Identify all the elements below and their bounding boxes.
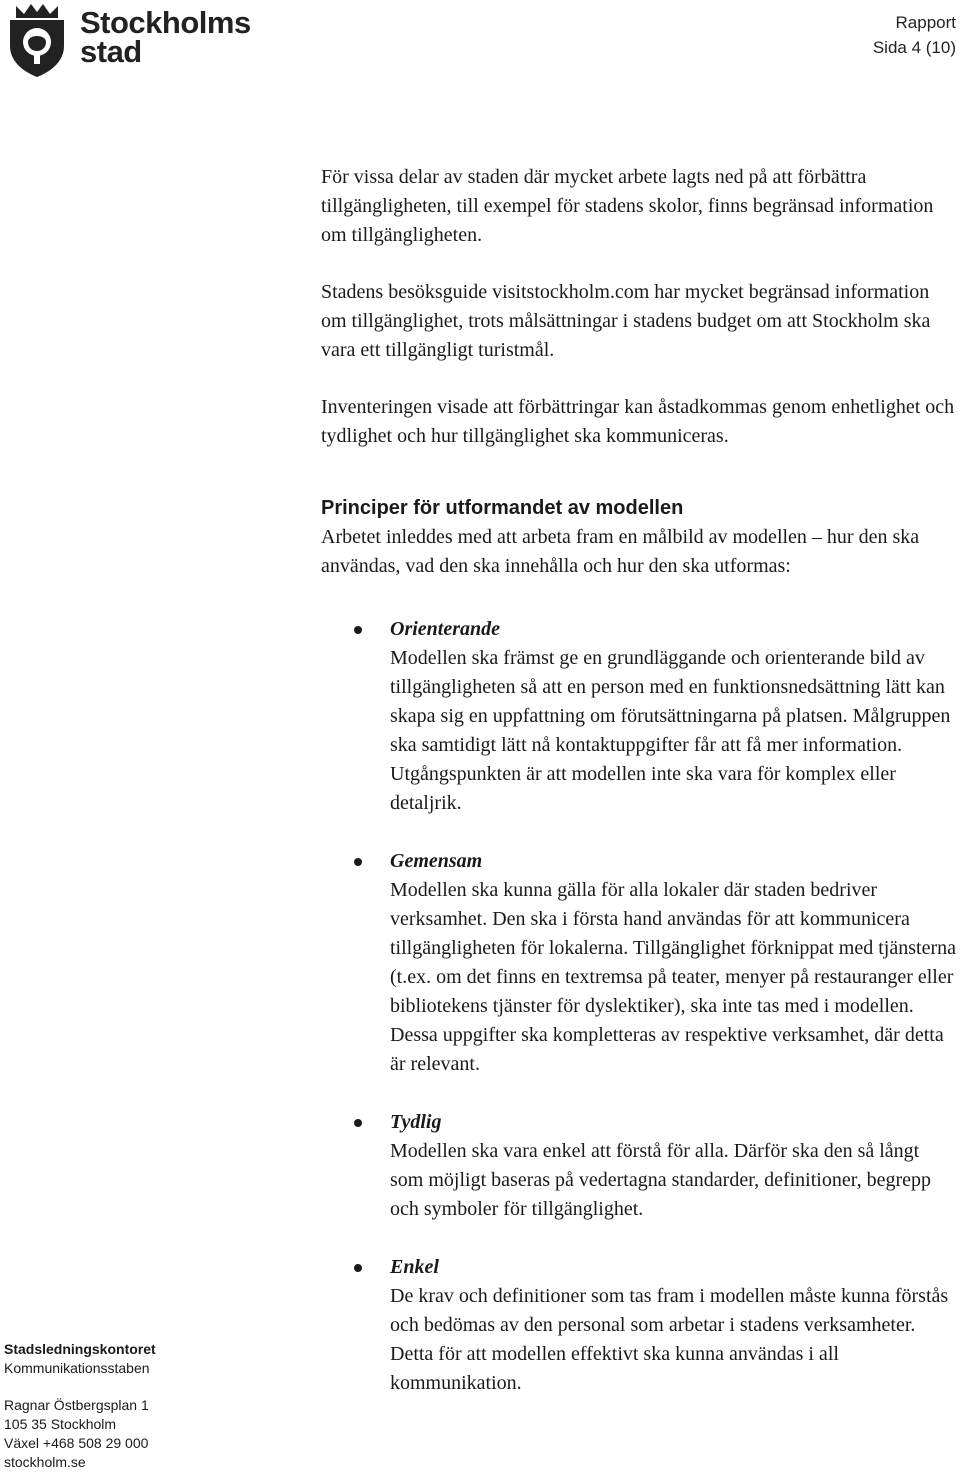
bullet-icon	[354, 858, 362, 866]
main-content	[321, 163, 957, 1427]
principle-item	[321, 1108, 957, 1224]
principle-text: Modellen ska vara enkel att förstå för alla. Därför ska den så långt som möjligt baseras på vedertagna standarder, definitioner, begrepp och symboler för tillgänglighet.	[390, 1140, 931, 1220]
page-number: Sida 4 (10)	[872, 38, 956, 57]
principle-term: Orienterande	[390, 618, 500, 640]
footer-dept: Kommunikationsstaben	[4, 1360, 150, 1376]
principle-text: Modellen ska kunna gälla för alla lokaler där staden bedriver verksamhet. Den ska i första hand användas för att kommunicera tillgängligheten för lokalerna. Tillgänglighet förknippat med tjänsterna (t.ex. om det finns en textremsa på teater, menyer på restauranger eller bibliotekens tjänster för dyslektiker), ska inte tas med i modellen. Dessa uppgifter ska kompletteras av respektive verksamhet, där detta är relevant.	[390, 879, 956, 1075]
footer-org: Stadsledningskontoret	[4, 1341, 156, 1357]
bullet-icon	[354, 1264, 362, 1272]
stockholm-crown-shield-icon	[4, 2, 70, 78]
paragraph-1: För vissa delar av staden där mycket arbete lagts ned på att förbättra tillgängligheten, till exempel för stadens skolor, finns begränsad information om tillgängligheten.	[321, 166, 934, 246]
footer-phone: Växel +468 508 29 000	[4, 1435, 149, 1451]
principle-item	[321, 1253, 957, 1398]
footer-street: Ragnar Östbergsplan 1	[4, 1397, 149, 1413]
section-intro: Arbetet inleddes med att arbeta fram en målbild av modellen – hur den ska användas, vad den ska innehålla och hur den ska utformas:	[321, 526, 920, 577]
footer-postal: 105 35 Stockholm	[4, 1416, 117, 1432]
logo-wordmark	[80, 5, 251, 69]
section-heading: Principer för utformandet av modellen	[321, 497, 684, 519]
logo-line-1: Stockholms	[80, 5, 251, 40]
footer-spacer	[4, 1378, 156, 1396]
footer-address	[4, 1340, 156, 1472]
paragraph-2: Stadens besöksguide visitstockholm.com har mycket begränsad information om tillgänglighet, trots målsättningar i stadens budget om att Stockholm ska vara ett tillgängligt turistmål.	[321, 281, 931, 361]
principle-item	[321, 847, 957, 1079]
footer-website-link[interactable]: stockholm.se	[4, 1454, 86, 1470]
principle-term: Gemensam	[390, 850, 483, 872]
principle-text: De krav och definitioner som tas fram i modellen måste kunna förstås och bedömas av den personal som arbetar i stadens verksamheter. Detta för att modellen effektivt ska kunna användas i all kommunikation.	[390, 1285, 949, 1394]
paragraph-3: Inventeringen visade att förbättringar kan åstadkommas genom enhetlighet och tydlighet och hur tillgänglighet ska kommuniceras.	[321, 396, 955, 447]
principles-list	[321, 615, 957, 1398]
stockholm-logo	[4, 2, 251, 78]
principle-term: Tydlig	[390, 1111, 442, 1133]
document-type: Rapport	[895, 13, 956, 32]
document-meta	[873, 10, 956, 60]
principle-text: Modellen ska främst ge en grundläggande och orienterande bild av tillgängligheten så att en person med en funktionsnedsättning lätt kan skapa sig en uppfattning om förutsättningarna på platsen. Målgruppen ska samtidigt lätt nå kontaktuppgifter får att få mer information. Utgångspunkten är att modellen inte ska vara för komplex eller detaljrik.	[390, 647, 951, 814]
principle-item	[321, 615, 957, 818]
principle-term: Enkel	[390, 1256, 439, 1278]
logo-line-2: stad	[80, 34, 142, 69]
bullet-icon	[354, 626, 362, 634]
bullet-icon	[354, 1119, 362, 1127]
